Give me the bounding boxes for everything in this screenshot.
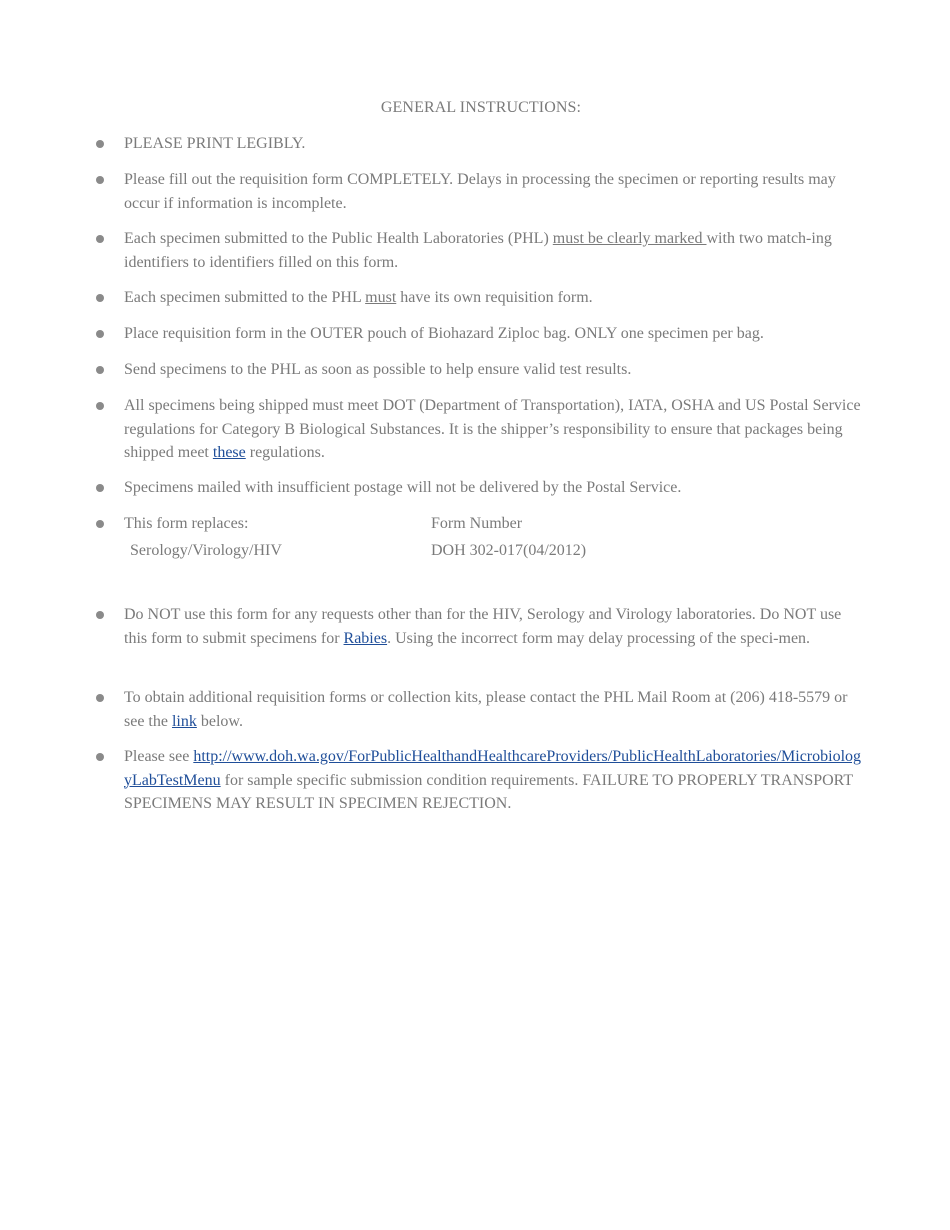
instruction-see: Please see http://www.doh.wa.gov/ForPublicHealthandHealthcareProviders/PublicHealthLaboratories/MicrobiologyLabTestMenu for sample specific submission condition requirements. FAILURE TO PROPERLY TRANSPORT SPECIMENS MAY RESULT IN SPECIMEN REJECTION.	[124, 748, 862, 812]
instruction-pouch: Place requisition form in the OUTER pouch of Biohazard Ziploc bag. ONLY one specimen per bag.	[124, 325, 764, 342]
bullet-icon	[96, 330, 104, 338]
bullet-icon	[96, 294, 104, 302]
bullet-icon	[96, 235, 104, 243]
instruction-marked: Each specimen submitted to the Public Health Laboratories (PHL) must be clearly marked with two match-ing identifiers to identifiers filled on this form.	[124, 230, 832, 271]
instruction-own-form: Each specimen submitted to the PHL must have its own requisition form.	[124, 289, 593, 306]
instruction-obtain: To obtain additional requisition forms or collection kits, please contact the PHL Mail Room at (206) 418-5579 or see the link below.	[124, 689, 848, 730]
bullet-icon	[96, 611, 104, 619]
page-title: GENERAL INSTRUCTIONS:	[380, 99, 582, 116]
instruction-print: PLEASE PRINT LEGIBLY.	[124, 135, 306, 152]
form-replaces-label: This form replaces:	[124, 515, 249, 532]
instruction-dot: All specimens being shipped must meet DOT (Department of Transportation), IATA, OSHA and US Postal Service regulations for Category B Biological Substances. It is the shipper’s responsibility to ensure that packages being shipped meet these regulations.	[124, 397, 861, 461]
form-number-label: Form Number	[431, 515, 523, 532]
bullet-icon	[96, 520, 104, 528]
bullet-icon	[96, 694, 104, 702]
bullet-icon	[96, 176, 104, 184]
bullet-icon	[96, 366, 104, 374]
instruction-send: Send specimens to the PHL as soon as possible to help ensure valid test results.	[124, 361, 632, 378]
these-link[interactable]: these	[212, 444, 246, 461]
link-link[interactable]: link	[171, 712, 197, 730]
instruction-donot: Do NOT use this form for any requests other than for the HIV, Serology and Virology laboratories. Do NOT use this form to submit specimens for Rabies. Using the incorrect form may delay processing of the speci-men.	[124, 606, 842, 647]
rabies-link[interactable]: Rabies	[343, 629, 388, 647]
bullet-icon	[96, 402, 104, 410]
bullet-icon	[96, 140, 104, 148]
form-number-value: DOH 302-017(04/2012)	[431, 542, 587, 559]
doh-url-link[interactable]: http://www.doh.wa.gov/ForPublicHealthandHealthcareProviders/PublicHealthLaboratories/MicrobiologyLabTestMenu	[124, 748, 862, 789]
bullet-icon	[96, 753, 104, 761]
instruction-fill: Please fill out the requisition form COMPLETELY. Delays in processing the specimen or reporting results may occur if information is incomplete.	[124, 171, 836, 212]
instruction-postage: Specimens mailed with insufficient postage will not be delivered by the Postal Service.	[124, 479, 682, 496]
form-replaces-value: Serology/Virology/HIV	[130, 542, 282, 559]
bullet-icon	[96, 484, 104, 492]
